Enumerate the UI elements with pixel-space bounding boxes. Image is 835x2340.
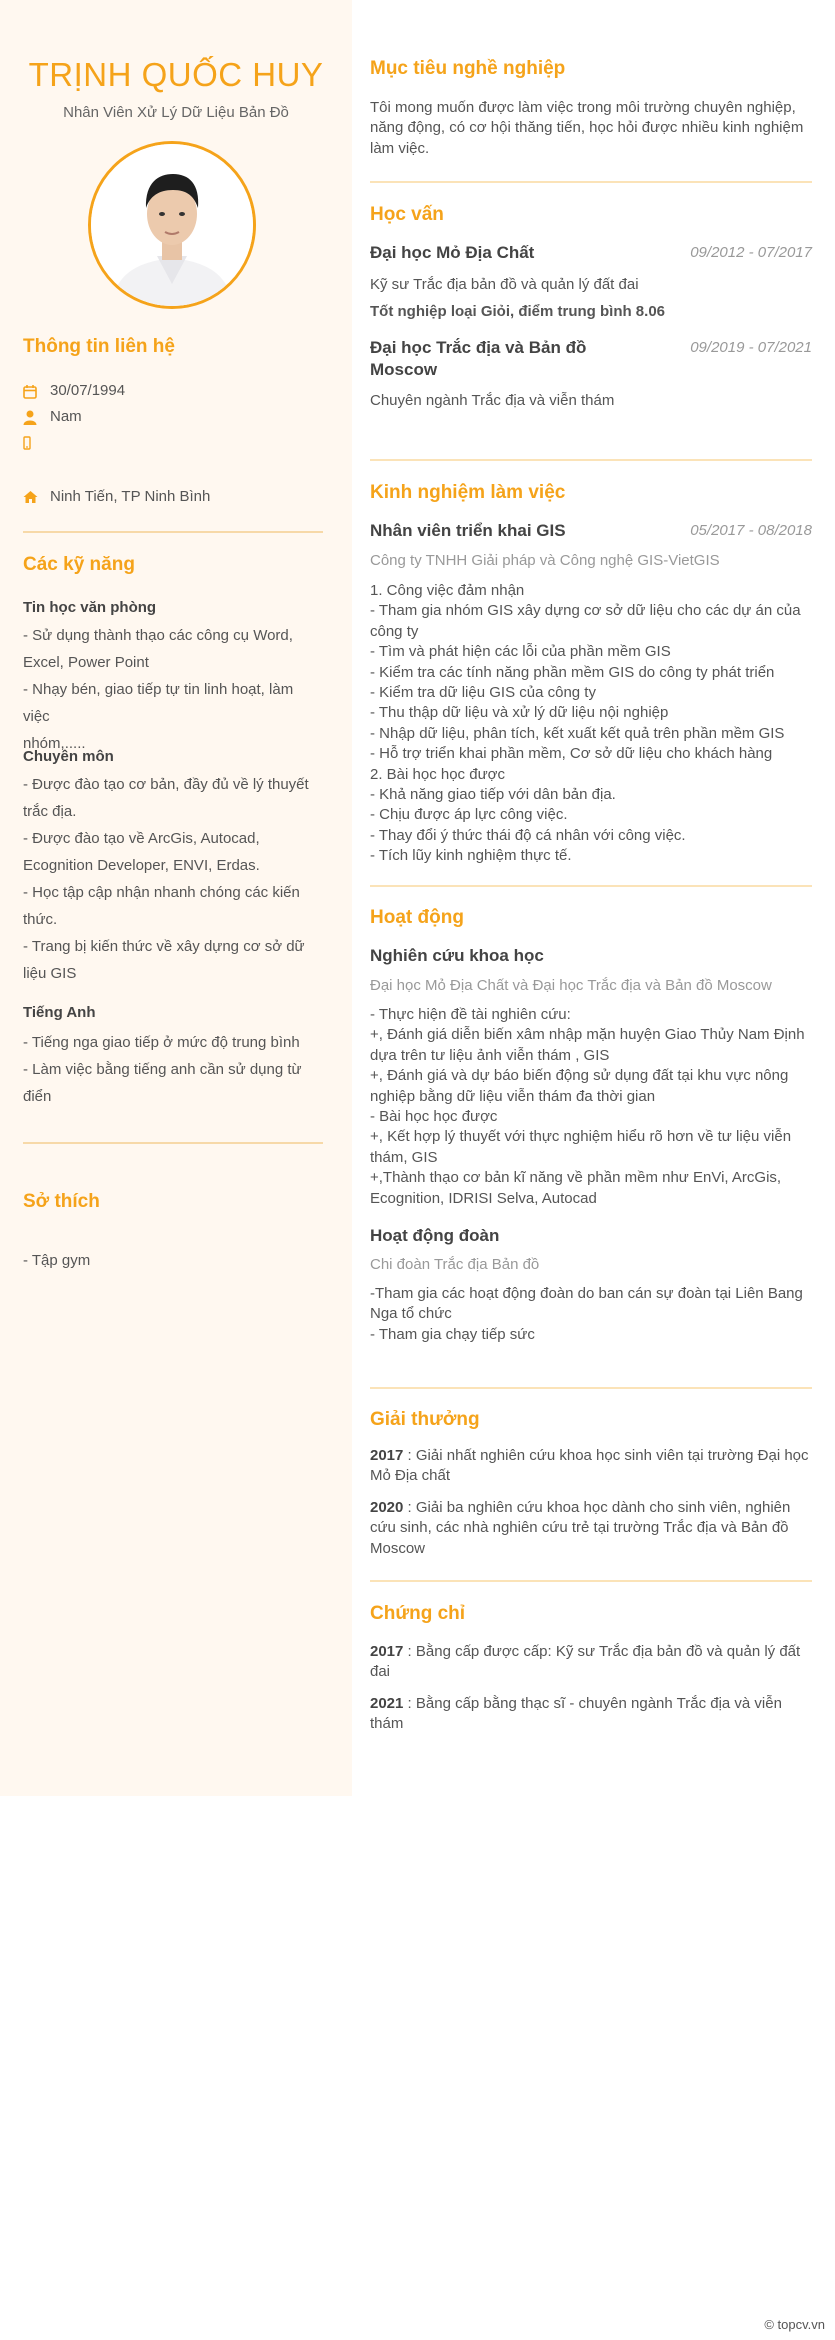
job-title: Nhân Viên Xử Lý Dữ Liệu Bản Đồ	[63, 104, 289, 121]
text-line: - Thay đổi ý thức thái độ cá nhân với công việc.	[370, 826, 686, 844]
text-line: - Tích lũy kinh nghiệm thực tế.	[370, 847, 572, 865]
certificate-line	[370, 1694, 812, 1714]
hobbies-text: - Tập gym	[23, 1252, 91, 1269]
award-text: Moscow	[370, 1539, 426, 1557]
activity-details	[370, 1284, 812, 1345]
divider	[370, 459, 812, 461]
text-line: công ty	[370, 622, 419, 640]
divider	[23, 531, 323, 533]
text-line: Nga tổ chức	[370, 1305, 452, 1323]
award-year: 2020	[370, 1499, 404, 1516]
certificate-text: đai	[370, 1663, 391, 1681]
text-line: +, Đánh giá và dự báo biến động sử dụng đất tại khu vực nông	[370, 1067, 789, 1085]
award-line	[370, 1498, 812, 1518]
award-text: Mỏ Địa chất	[370, 1467, 451, 1485]
experience-section-title: Kinh nghiệm làm việc	[370, 482, 566, 503]
activity-name: Nghiên cứu khoa học	[370, 946, 544, 965]
gender-value: Nam	[50, 408, 82, 425]
skill-line: - Làm việc bằng tiếng anh cần sử dụng từ	[23, 1061, 302, 1078]
skill-group-body	[23, 771, 315, 987]
experience-details	[370, 581, 812, 867]
skill-line: - Tiếng nga giao tiếp ở mức độ trung bình	[23, 1034, 300, 1051]
certificate-text: thám	[370, 1715, 404, 1733]
skill-line: liệu GIS	[23, 965, 77, 982]
skill-group-body	[23, 622, 315, 757]
text-line: - Tìm và phát hiện các lỗi của phần mềm GIS	[370, 643, 671, 661]
company-name: Công ty TNHH Giải pháp và Công nghệ GIS-VietGIS	[370, 552, 720, 569]
award-line	[370, 1446, 812, 1466]
person-photo-icon	[91, 144, 253, 306]
address-value: Ninh Tiến, TP Ninh Bình	[50, 488, 211, 505]
hobbies-section-title: Sở thích	[23, 1191, 100, 1212]
text-line: 1. Công việc đảm nhận	[370, 582, 525, 599]
education-major: Chuyên ngành Trắc địa và viễn thám	[370, 392, 615, 409]
education-note: Tốt nghiệp loại Giỏi, điểm trung bình 8.06	[370, 303, 666, 320]
topcv-brand-link[interactable]: © topcv.vn	[764, 2317, 825, 2332]
skill-line: - Trang bị kiến thức về xây dựng cơ sở dữ	[23, 938, 305, 955]
objective-section-title: Mục tiêu nghề nghiệp	[370, 58, 566, 79]
certificate-item	[370, 1694, 812, 1735]
text-line: năng động, có cơ hội thăng tiến, học hỏi được nhiều kinh nghiệm	[370, 119, 804, 137]
text-line: - Nhập dữ liệu, phân tích, kết xuất kết quả trên phần mềm GIS	[370, 724, 785, 742]
certificate-text: : Bằng cấp bằng thạc sĩ - chuyên ngành Trắc địa và viễn	[407, 1695, 782, 1712]
skill-line: - Nhạy bén, giao tiếp tự tin linh hoạt, làm việc	[23, 681, 294, 725]
phone-icon	[23, 436, 33, 451]
divider	[370, 1387, 812, 1389]
divider	[23, 1142, 323, 1144]
certificate-year: 2017	[370, 1643, 404, 1660]
skill-group-title: Chuyên môn	[23, 748, 114, 765]
text-line: thám, GIS	[370, 1148, 438, 1166]
skill-line: - Được đào tạo về ArcGis, Autocad,	[23, 830, 260, 847]
birthday-value: 30/07/1994	[50, 382, 126, 399]
contact-section-title: Thông tin liên hệ	[23, 336, 175, 357]
school-name	[370, 337, 586, 381]
skill-line: - Được đào tạo cơ bản, đầy đủ về lý thuyết	[23, 776, 309, 793]
skill-line: - Học tập cập nhận nhanh chóng các kiến	[23, 884, 300, 901]
text-line: - Kiểm tra các tính năng phần mềm GIS do công ty phát triển	[370, 663, 775, 681]
skill-group-title: Tin học văn phòng	[23, 599, 157, 616]
text-line: -Tham gia các hoạt động đoàn do ban cán sự đoàn tại Liên Bang	[370, 1285, 803, 1302]
skill-line: điển	[23, 1088, 52, 1105]
award-item	[370, 1446, 812, 1487]
text-line: - Thu thập dữ liệu và xử lý dữ liệu nội nghiệp	[370, 704, 669, 722]
certificate-item	[370, 1642, 812, 1683]
certificate-text: : Bằng cấp được cấp: Kỹ sư Trắc địa bản đồ và quản lý đất	[407, 1643, 801, 1660]
text-line: Tôi mong muốn được làm việc trong môi trường chuyên nghiệp,	[370, 99, 796, 116]
user-icon	[23, 410, 37, 425]
activity-name: Hoạt động đoàn	[370, 1226, 500, 1245]
skill-line: trắc địa.	[23, 803, 77, 820]
school-name: Đại học Mỏ Địa Chất	[370, 243, 535, 262]
objective-text	[370, 98, 812, 159]
text-line: +,Thành thạo cơ bản kĩ năng về phần mềm như EnVi, ArcGis,	[370, 1169, 782, 1187]
activity-org: Chi đoàn Trắc địa Bản đồ	[370, 1256, 540, 1273]
text-line: Ecognition, IDRISI Selva, Autocad	[370, 1189, 597, 1207]
education-major: Kỹ sư Trắc địa bản đồ và quản lý đất đai	[370, 276, 639, 293]
experience-date: 05/2017 - 08/2018	[690, 522, 812, 539]
text-line: dựa trên tư liệu ảnh viễn thám , GIS	[370, 1046, 610, 1064]
school-name-line: Moscow	[370, 360, 438, 379]
skill-line: - Sử dụng thành thạo các công cụ Word,	[23, 627, 293, 644]
job-position: Nhân viên triển khai GIS	[370, 521, 566, 540]
sidebar	[0, 0, 352, 1796]
text-line: - Tham gia nhóm GIS xây dựng cơ sở dữ liệu cho các dự án của	[370, 602, 801, 620]
skill-group-title: Tiếng Anh	[23, 1004, 96, 1021]
education-section-title: Học vấn	[370, 204, 444, 225]
text-line: làm việc.	[370, 139, 430, 157]
skill-group-body	[23, 1029, 315, 1110]
text-line: +, Kết hợp lý thuyết với thực nghiệm hiểu rõ hơn về tư liệu viễn	[370, 1128, 792, 1146]
text-line: - Chịu được áp lực công việc.	[370, 806, 568, 824]
text-line: 2. Bài học học được	[370, 765, 505, 783]
award-item	[370, 1498, 812, 1559]
skills-section-title: Các kỹ năng	[23, 554, 135, 575]
school-name-line: Đại học Trắc địa và Bản đồ	[370, 338, 587, 357]
award-text: : Giải ba nghiên cứu khoa học dành cho sinh viên, nghiên	[407, 1499, 791, 1516]
text-line: - Thực hiện đề tài nghiên cứu:	[370, 1006, 571, 1023]
text-line: - Kiểm tra dữ liệu GIS của công ty	[370, 684, 596, 702]
award-text: : Giải nhất nghiên cứu khoa học sinh viên tại trường Đại học	[407, 1447, 809, 1464]
skill-line: nhóm,.....	[23, 735, 86, 752]
divider	[370, 1580, 812, 1582]
skill-line: thức.	[23, 911, 58, 928]
skill-line: Ecognition Developer, ENVI, Erdas.	[23, 857, 260, 874]
education-date: 09/2019 - 07/2021	[690, 339, 812, 356]
home-icon	[23, 490, 38, 504]
text-line: - Bài học học được	[370, 1108, 498, 1126]
divider	[370, 885, 812, 887]
activities-section-title: Hoạt động	[370, 907, 464, 928]
certificate-year: 2021	[370, 1695, 404, 1712]
text-line: - Tham gia chạy tiếp sức	[370, 1325, 535, 1343]
text-line: nghiệp bằng dữ liệu viễn thám đa thời gian	[370, 1087, 656, 1105]
avatar	[88, 141, 256, 309]
candidate-name: TRỊNH QUỐC HUY	[28, 56, 324, 93]
calendar-icon	[23, 384, 37, 399]
certificates-section-title: Chứng chỉ	[370, 1603, 466, 1624]
award-year: 2017	[370, 1447, 404, 1464]
text-line: - Khả năng giao tiếp với dân bản địa.	[370, 786, 616, 804]
activity-details	[370, 1005, 812, 1209]
activity-org: Đại học Mỏ Địa Chất và Đại học Trắc địa và Bản đồ Moscow	[370, 977, 772, 994]
text-line: +, Đánh giá diễn biến xâm nhập mặn huyện Giao Thủy Nam Định	[370, 1026, 805, 1044]
certificate-line	[370, 1642, 812, 1662]
divider	[370, 181, 812, 183]
awards-section-title: Giải thưởng	[370, 1409, 480, 1430]
text-line: - Hỗ trợ triển khai phần mềm, Cơ sở dữ liệu cho khách hàng	[370, 745, 773, 763]
education-date: 09/2012 - 07/2017	[690, 244, 812, 261]
award-text: cứu sinh, các nhà nghiên cứu trẻ tại trường Trắc địa và Bản đồ	[370, 1519, 789, 1537]
skill-line: Excel, Power Point	[23, 654, 149, 671]
